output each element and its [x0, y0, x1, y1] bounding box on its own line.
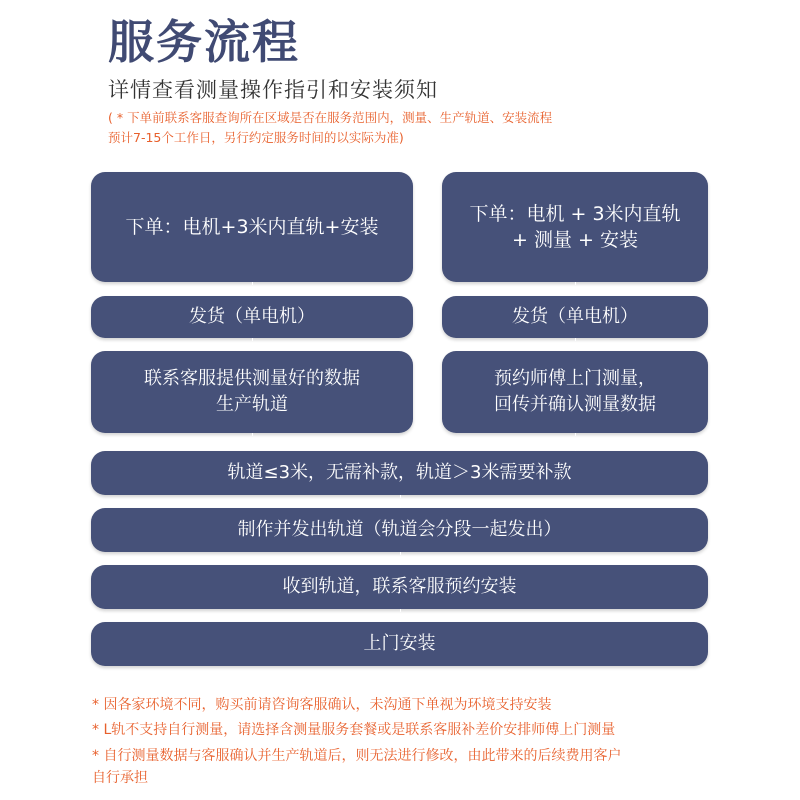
connector-right-1: [575, 282, 576, 296]
service-note-line-2: 预计7-15个工作日，另行约定服务时间的以实际为准): [108, 130, 404, 145]
connector-right-2: [575, 338, 576, 351]
step-install-label: 上门安装: [363, 633, 436, 654]
step-receive-track: [91, 565, 708, 609]
step-receive-track-label: 收到轨道，联系客服预约安装: [282, 576, 517, 597]
connector-common-3: [400, 609, 401, 622]
step-track-surcharge: [91, 451, 708, 495]
connector-left-3: [252, 433, 253, 451]
step-track-surcharge-label: 轨道≤3米，无需补款，轨道＞3米需要补款: [227, 462, 572, 483]
service-note-line-1: ( * 下单前联系客服查询所在区域是否在服务范围内，测量、生产轨道、安装流程: [108, 110, 553, 125]
connector-right-3: [575, 433, 576, 451]
footer-note-2: * L轨不支持自行测量，请选择含测量服务套餐或是联系客服补差价安排师傅上门测量: [92, 722, 616, 738]
right-step-order-line2: + 测量 + 安装: [512, 229, 638, 251]
connector-common-1: [400, 495, 401, 508]
left-step-order-label: 下单：电机+3米内直轨+安装: [125, 216, 379, 238]
step-produce-track: [91, 508, 708, 552]
left-step-order: [91, 172, 413, 282]
right-step-order-line1: 下单：电机 + 3米内直轨: [469, 203, 681, 225]
footer-note-1: * 因各家环境不同，购买前请咨询客服确认，未沟通下单视为环境支持安装: [92, 697, 552, 713]
left-step-ship-label: 发货（单电机）: [189, 306, 315, 327]
step-produce-track-label: 制作并发出轨道（轨道会分段一起发出）: [237, 519, 562, 540]
left-step-measure-data: [91, 351, 413, 433]
right-step-onsite-measure: [442, 351, 708, 433]
right-step-ship: [442, 296, 708, 338]
right-step-onsite-line1: 预约师傅上门测量，: [494, 368, 656, 389]
right-step-ship-label: 发货（单电机）: [512, 306, 638, 327]
left-step-measure-line1: 联系客服提供测量好的数据: [144, 368, 360, 389]
page-subtitle: 详情查看测量操作指引和安装须知: [108, 78, 438, 102]
right-step-order: [442, 172, 708, 282]
right-step-onsite-line2: 回传并确认测量数据: [494, 394, 656, 415]
page-title: 服务流程: [108, 15, 300, 69]
left-step-measure-line2: 生产轨道: [216, 394, 288, 415]
step-install: [91, 622, 708, 666]
connector-left-2: [252, 338, 253, 351]
footer-note-3-line-1: * 自行测量数据与客服确认并生产轨道后，则无法进行修改，由此带来的后续费用客户: [92, 748, 622, 764]
left-step-ship: [91, 296, 413, 338]
footer-note-3-line-2: 自行承担: [92, 770, 148, 786]
connector-left-1: [252, 282, 253, 296]
connector-common-2: [400, 552, 401, 565]
